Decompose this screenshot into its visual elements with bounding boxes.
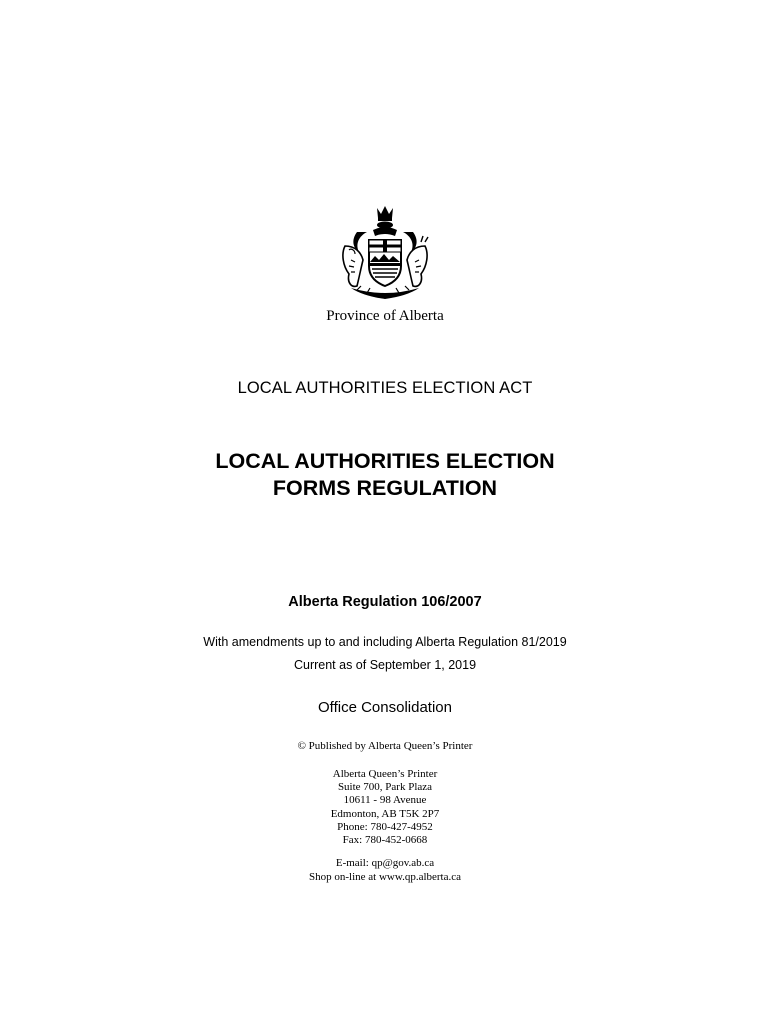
address-line: Edmonton, AB T5K 2P7 bbox=[330, 807, 440, 820]
phone-number: Phone: 780-427-4952 bbox=[337, 820, 433, 833]
regulation-title bbox=[0, 448, 770, 502]
regulation-title-line-1: LOCAL AUTHORITIES ELECTION bbox=[215, 449, 555, 473]
address-line: Alberta Queen’s Printer bbox=[332, 768, 438, 780]
email-address: E-mail: qp@gov.ab.ca bbox=[335, 857, 435, 869]
publisher-address bbox=[0, 768, 770, 847]
publisher-contact bbox=[0, 857, 770, 884]
fax-number: Fax: 780-452-0668 bbox=[342, 834, 428, 847]
office-consolidation-label: Office Consolidation bbox=[318, 699, 452, 716]
address-line: Suite 700, Park Plaza bbox=[337, 781, 433, 794]
copyright-notice: © Published by Alberta Queen’s Printer bbox=[297, 740, 473, 752]
province-heading: Province of Alberta bbox=[326, 308, 444, 324]
address-line: 10611 - 98 Avenue bbox=[343, 794, 427, 807]
website-link: Shop on-line at www.qp.alberta.ca bbox=[308, 870, 462, 883]
regulation-title-line-2: FORMS REGULATION bbox=[272, 476, 498, 500]
alberta-coat-of-arms-icon bbox=[337, 202, 433, 302]
act-title: LOCAL AUTHORITIES ELECTION ACT bbox=[237, 379, 533, 397]
regulation-number: Alberta Regulation 106/2007 bbox=[288, 594, 482, 610]
current-as-of-date: Current as of September 1, 2019 bbox=[293, 658, 477, 672]
amendments-note: With amendments up to and including Alberta Regulation 81/2019 bbox=[203, 635, 567, 649]
